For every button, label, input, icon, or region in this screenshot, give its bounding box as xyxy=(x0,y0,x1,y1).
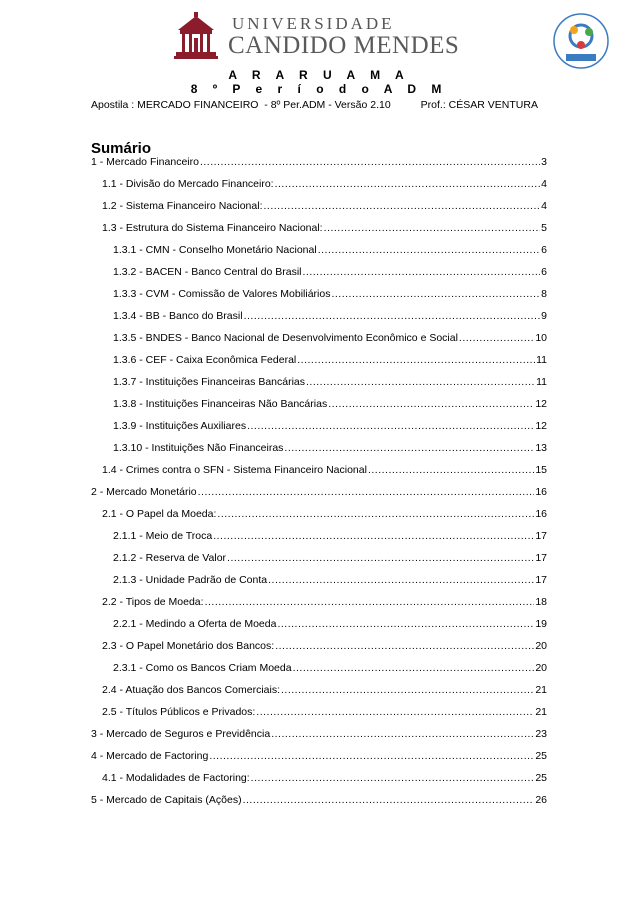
toc-leader-dots xyxy=(281,683,534,697)
toc-entry[interactable] xyxy=(113,441,547,455)
toc-entry[interactable] xyxy=(102,595,547,609)
toc-leader-dots xyxy=(198,485,535,499)
toc-entry-page: 25 xyxy=(535,772,547,784)
toc-entry-label: 4 - Mercado de Factoring xyxy=(91,750,209,762)
toc-entry[interactable] xyxy=(102,221,547,235)
toc-entry-label: 2.1 - O Papel da Moeda: xyxy=(102,508,217,520)
toc-entry-label: 2.2.1 - Medindo a Oferta de Moeda xyxy=(113,618,277,630)
toc-entry-page: 8 xyxy=(541,288,547,300)
toc-entry[interactable] xyxy=(102,771,547,785)
toc-leader-dots xyxy=(368,463,534,477)
toc-entry[interactable] xyxy=(113,265,547,279)
toc-leader-dots xyxy=(459,331,534,345)
toc-entry-page: 17 xyxy=(535,574,547,586)
toc-entry-label: 1.3.9 - Instituições Auxiliares xyxy=(113,420,247,432)
toc-entry[interactable] xyxy=(113,353,547,367)
toc-entry-label: 2.1.3 - Unidade Padrão de Conta xyxy=(113,574,268,586)
toc-entry-label: 2.1.2 - Reserva de Valor xyxy=(113,552,227,564)
apostila-title: Apostila : MERCADO FINANCEIRO - 8º Per.ADM - Versão 2.10 xyxy=(91,99,391,111)
toc-entry-page: 6 xyxy=(541,266,547,278)
toc-leader-dots xyxy=(277,617,534,631)
toc-entry-page: 5 xyxy=(541,222,547,234)
toc-leader-dots xyxy=(200,155,540,169)
toc-entry-label: 1.3 - Estrutura do Sistema Financeiro Nacional: xyxy=(102,222,323,234)
university-name-top: UNIVERSIDADE xyxy=(232,14,395,33)
toc-entry[interactable] xyxy=(102,705,547,719)
toc-leader-dots xyxy=(271,727,534,741)
toc-entry-label: 5 - Mercado de Capitais (Ações) xyxy=(91,794,242,806)
toc-entry[interactable] xyxy=(91,749,547,763)
toc-entry-label: 2.2 - Tipos de Moeda: xyxy=(102,596,204,608)
toc-entry-label: 1.3.1 - CMN - Conselho Monetário Nacional xyxy=(113,244,317,256)
toc-entry[interactable] xyxy=(91,727,547,741)
toc-entry-page: 17 xyxy=(535,530,547,542)
toc-entry-label: 2.3.1 - Como os Bancos Criam Moeda xyxy=(113,662,292,674)
toc-entry-page: 18 xyxy=(535,596,547,608)
toc-entry-page: 13 xyxy=(535,442,547,454)
toc-entry[interactable] xyxy=(113,551,547,565)
toc-entry[interactable] xyxy=(113,397,547,411)
toc-leader-dots xyxy=(303,265,541,279)
toc-entry-page: 23 xyxy=(535,728,547,740)
toc-entry-page: 10 xyxy=(535,332,547,344)
toc-entry[interactable] xyxy=(113,529,547,543)
toc-leader-dots xyxy=(244,309,541,323)
toc-entry-label: 2 - Mercado Monetário xyxy=(91,486,197,498)
toc-entry[interactable] xyxy=(113,331,547,345)
toc-entry[interactable] xyxy=(113,661,547,675)
toc-entry[interactable] xyxy=(102,199,547,213)
toc-entry-label: 1.1 - Divisão do Mercado Financeiro: xyxy=(102,178,274,190)
toc-leader-dots xyxy=(297,353,535,367)
toc-entry-page: 12 xyxy=(535,398,547,410)
toc-entry[interactable] xyxy=(113,287,547,301)
toc-entry-page: 4 xyxy=(541,178,547,190)
toc-title: Sumário xyxy=(91,140,152,157)
toc-entry-label: 2.5 - Títulos Públicos e Privados: xyxy=(102,706,256,718)
toc-leader-dots xyxy=(247,419,534,433)
toc-entry[interactable] xyxy=(113,309,547,323)
university-building-icon xyxy=(170,12,222,64)
toc-leader-dots xyxy=(284,441,534,455)
university-name-bottom: CANDIDO MENDES xyxy=(228,32,460,59)
toc-leader-dots xyxy=(205,595,535,609)
toc-entry[interactable] xyxy=(113,375,547,389)
toc-entry-page: 9 xyxy=(541,310,547,322)
toc-leader-dots xyxy=(331,287,540,301)
document-header xyxy=(0,0,638,120)
toc-entry-page: 3 xyxy=(541,156,547,168)
apostila-line xyxy=(91,99,538,111)
toc-entry[interactable] xyxy=(102,683,547,697)
toc-entry-page: 25 xyxy=(535,750,547,762)
toc-entry[interactable] xyxy=(113,243,547,257)
toc-entry-page: 19 xyxy=(535,618,547,630)
toc-entry[interactable] xyxy=(91,155,547,169)
toc-entry-label: 1.3.8 - Instituições Financeiras Não Bancárias xyxy=(113,398,328,410)
toc-entry-page: 17 xyxy=(535,552,547,564)
toc-entry[interactable] xyxy=(113,419,547,433)
toc-leader-dots xyxy=(324,221,541,235)
toc-entry[interactable] xyxy=(91,485,547,499)
toc-entry-label: 3 - Mercado de Seguros e Previdência xyxy=(91,728,271,740)
toc-entry-label: 1.3.7 - Instituições Financeiras Bancárias xyxy=(113,376,306,388)
toc-entry-page: 21 xyxy=(535,684,547,696)
toc-leader-dots xyxy=(209,749,534,763)
toc-entry-label: 1.3.5 - BNDES - Banco Nacional de Desenvolvimento Econômico e Social xyxy=(113,332,458,344)
toc-entry[interactable] xyxy=(102,639,547,653)
toc-entry-label: 1.3.3 - CVM - Comissão de Valores Mobiliários xyxy=(113,288,331,300)
toc-leader-dots xyxy=(243,793,535,807)
toc-entry-page: 15 xyxy=(535,464,547,476)
toc-entry-label: 1.2 - Sistema Financeiro Nacional: xyxy=(102,200,263,212)
toc-leader-dots xyxy=(264,199,541,213)
toc-entry[interactable] xyxy=(102,177,547,191)
toc-entry[interactable] xyxy=(102,463,547,477)
toc-entry-label: 1.4 - Crimes contra o SFN - Sistema Financeiro Nacional xyxy=(102,464,367,476)
toc-entry-label: 2.4 - Atuação dos Bancos Comerciais: xyxy=(102,684,281,696)
toc-entry-label: 1.3.4 - BB - Banco do Brasil xyxy=(113,310,243,322)
toc-leader-dots xyxy=(293,661,535,675)
toc-leader-dots xyxy=(251,771,535,785)
toc-leader-dots xyxy=(328,397,534,411)
toc-entry-page: 16 xyxy=(535,486,547,498)
toc-leader-dots xyxy=(256,705,534,719)
toc-entry[interactable] xyxy=(91,793,547,807)
toc-entry-label: 4.1 - Modalidades de Factoring: xyxy=(102,772,250,784)
toc-entry-page: 16 xyxy=(535,508,547,520)
toc-entry[interactable] xyxy=(113,617,547,631)
toc-entry[interactable] xyxy=(113,573,547,587)
toc-entry-label: 2.3 - O Papel Monetário dos Bancos: xyxy=(102,640,275,652)
toc-entry-page: 4 xyxy=(541,200,547,212)
toc-entry-page: 26 xyxy=(535,794,547,806)
professor-name: Prof.: CÉSAR VENTURA xyxy=(420,99,538,111)
toc-entry-page: 20 xyxy=(535,640,547,652)
city-line: A R A R U A M A xyxy=(228,68,410,82)
toc-entry-label: 1.3.6 - CEF - Caixa Econômica Federal xyxy=(113,354,297,366)
toc-leader-dots xyxy=(318,243,540,257)
institution-badge-icon xyxy=(552,12,610,70)
period-line: 8 º P e r í o d o A D M xyxy=(190,82,448,96)
toc-leader-dots xyxy=(268,573,534,587)
toc-leader-dots xyxy=(217,507,534,521)
toc-entry-label: 1 - Mercado Financeiro xyxy=(91,156,199,168)
toc-leader-dots xyxy=(213,529,534,543)
toc-leader-dots xyxy=(306,375,535,389)
toc-entry[interactable] xyxy=(102,507,547,521)
toc-leader-dots xyxy=(227,551,534,565)
toc-entry-label: 1.3.10 - Instituições Não Financeiras xyxy=(113,442,284,454)
toc-entry-page: 6 xyxy=(541,244,547,256)
toc-entry-page: 11 xyxy=(536,354,547,366)
toc-entry-page: 12 xyxy=(535,420,547,432)
toc-leader-dots xyxy=(275,177,541,191)
toc-entry-page: 20 xyxy=(535,662,547,674)
toc-entry-page: 21 xyxy=(535,706,547,718)
toc-entry-page: 11 xyxy=(536,376,547,388)
toc-entry-label: 1.3.2 - BACEN - Banco Central do Brasil xyxy=(113,266,302,278)
toc-leader-dots xyxy=(275,639,534,653)
toc-entry-label: 2.1.1 - Meio de Troca xyxy=(113,530,213,542)
